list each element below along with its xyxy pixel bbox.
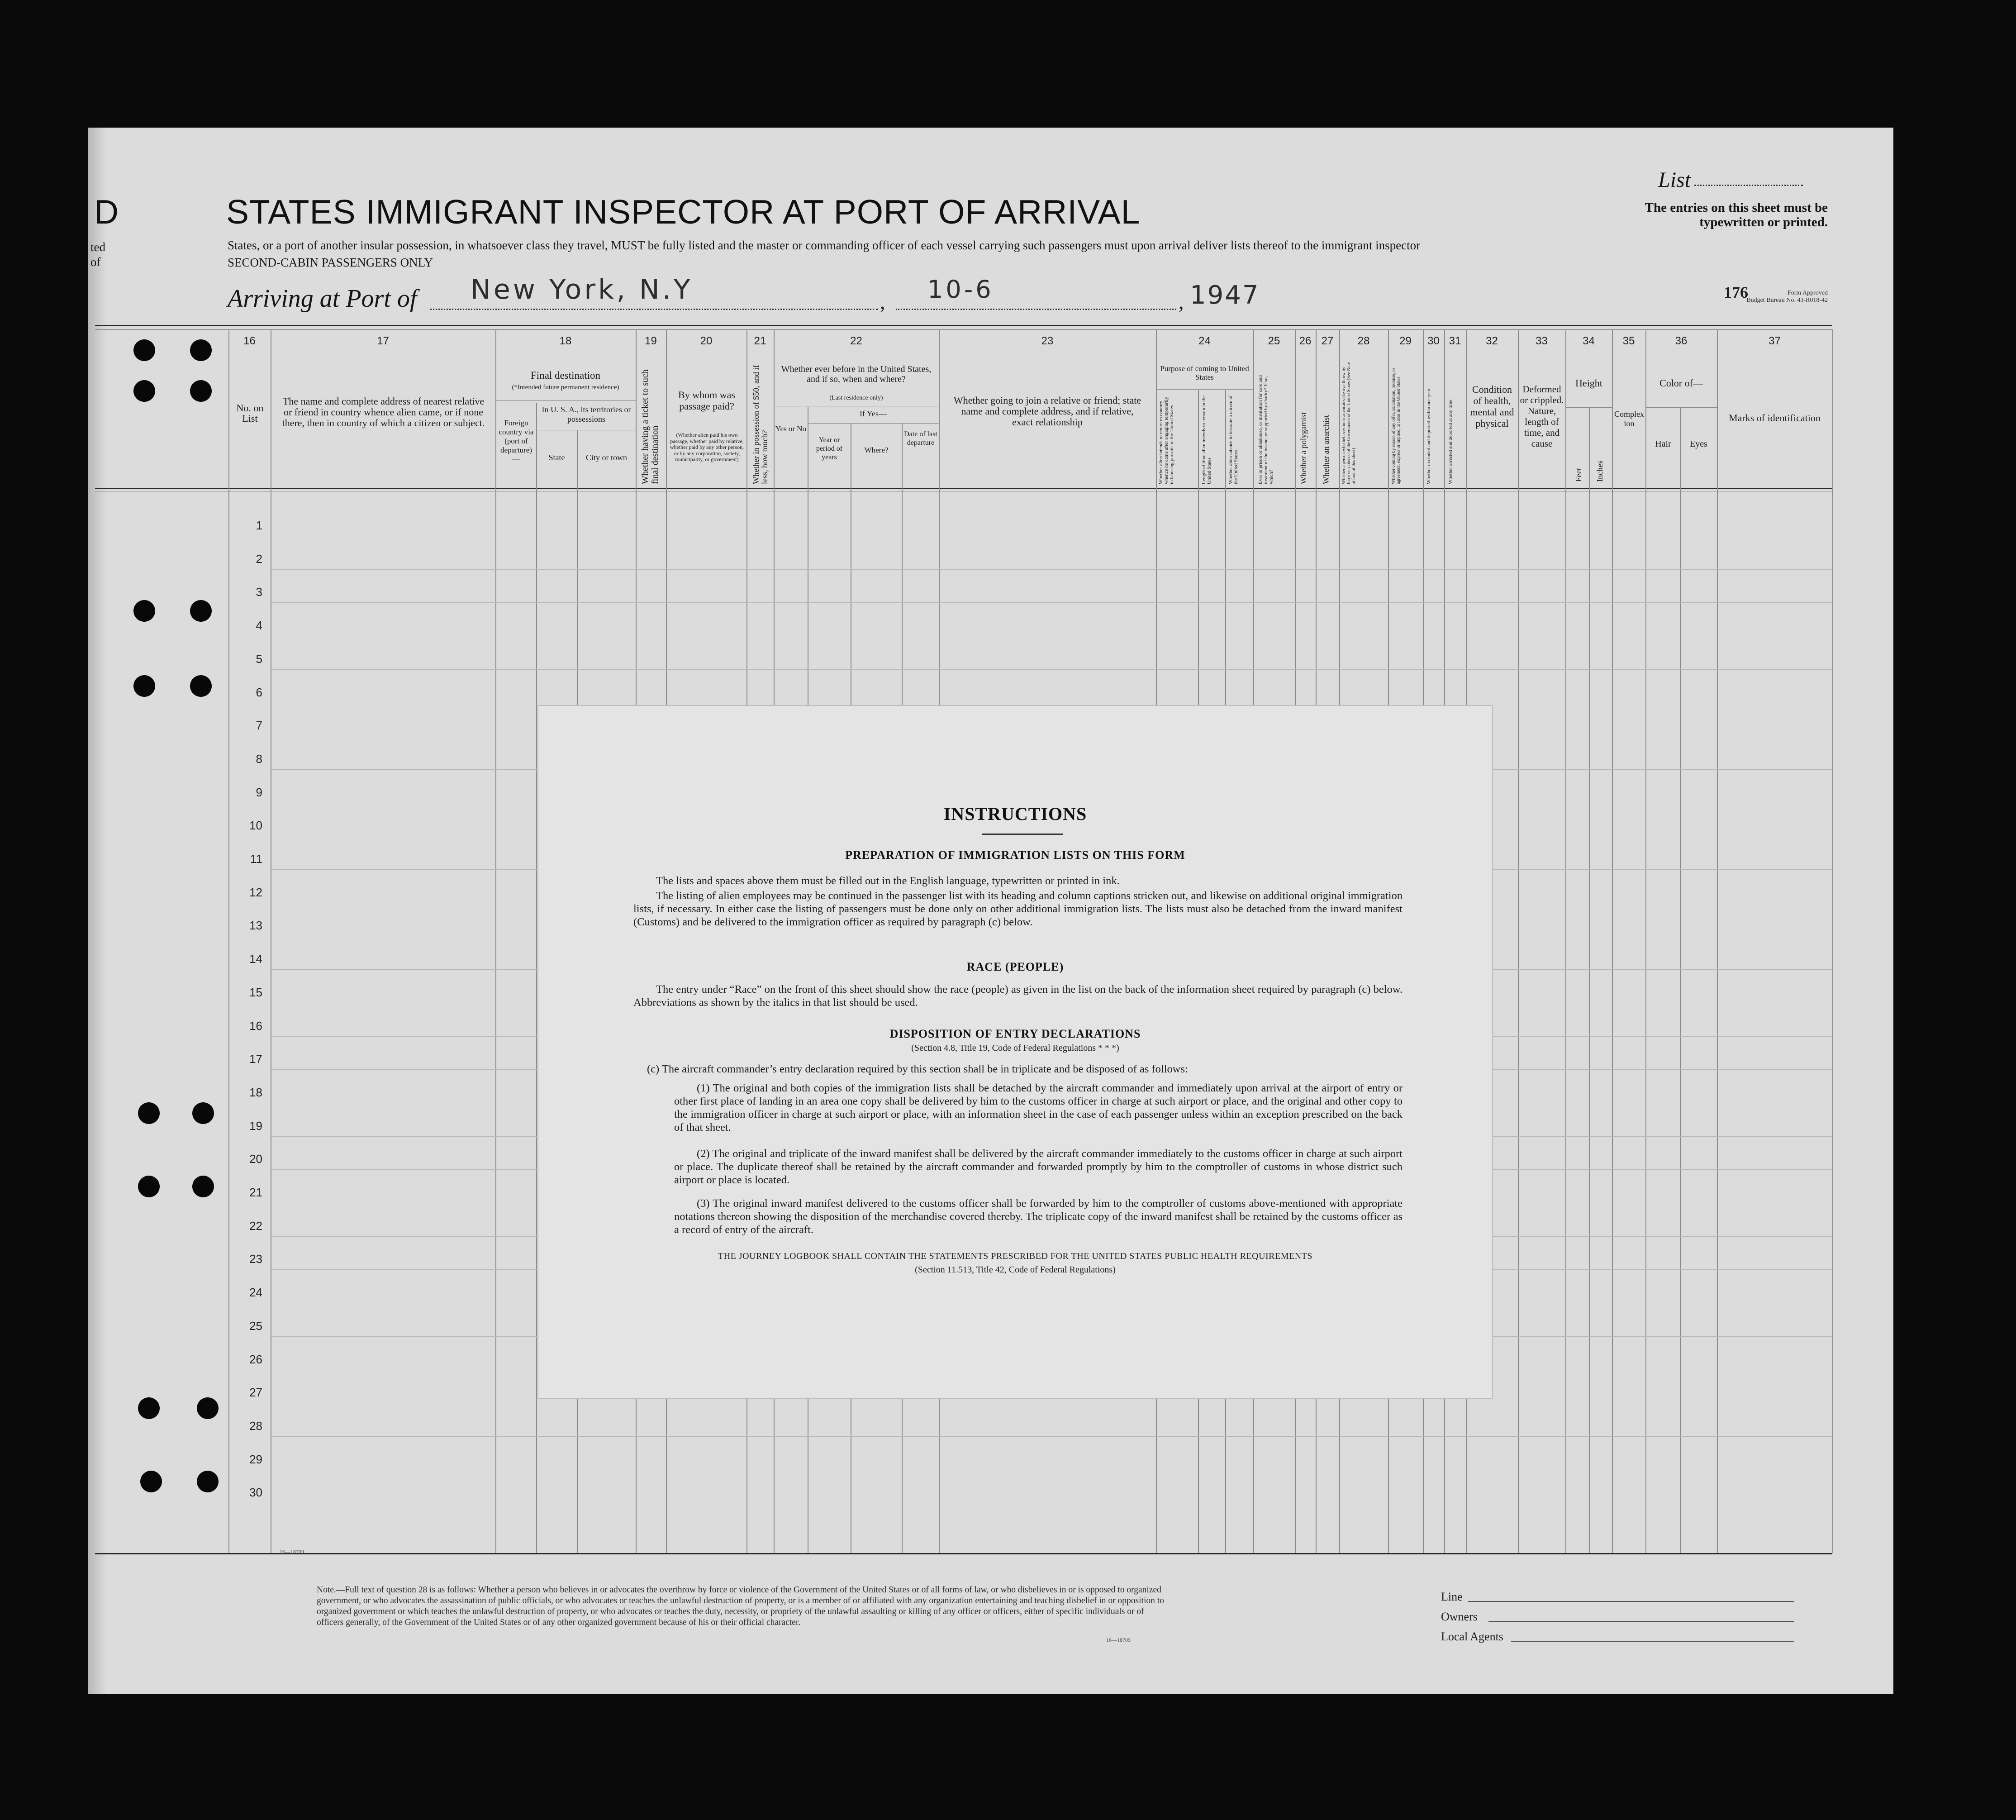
instructions-sheet (538, 706, 1492, 1398)
sheet-left-edge (88, 128, 106, 1694)
punch-hole (140, 1471, 162, 1492)
row-number: 29 (249, 1453, 262, 1466)
row-number: 28 (249, 1419, 262, 1433)
date-fill-line (896, 304, 1176, 310)
paragraph: The lists and spaces above them must be filled out in the English language, typewritten or printed in ink. (656, 875, 1120, 887)
row-number: 4 (256, 619, 262, 632)
column-header-join-relative: Whether going to join a relative or friend; state name and complete address, and if relative, exact relationship (953, 395, 1141, 428)
row-number: 30 (249, 1486, 262, 1499)
column-number: 28 (1357, 335, 1370, 347)
row-number: 27 (249, 1386, 262, 1399)
column-subheader-year: Year or period of years (816, 436, 843, 461)
row-number: 25 (249, 1319, 262, 1333)
column-number: 27 (1321, 335, 1334, 347)
fragment-line: of (90, 255, 101, 269)
row-number: 10 (249, 819, 262, 832)
list-fill-line (1694, 180, 1803, 186)
punch-hole (133, 600, 155, 622)
column-number: 35 (1622, 335, 1635, 347)
col-divider (1680, 407, 1681, 1553)
paragraph: (1) The original and both copies of the immigration lists shall be detached by the aircraft commander and immediately upon arrival at the airport of entry or other first place of landing in an area one copy shall be delivered by him to the customs officer in charge at such airport or place, and the original and other copy to the immigration officer in charge at such airport or place, with an information sheet in the case of each passenger unless within an exception prescribed on the back of that sheet. (674, 1082, 1403, 1134)
punch-hole (190, 675, 212, 697)
punch-hole (138, 1397, 160, 1419)
row-number: 16 (249, 1019, 262, 1033)
column-header-purpose: Purpose of coming to United States (1160, 364, 1249, 381)
column-number: 18 (559, 335, 572, 347)
row-number: 23 (249, 1252, 262, 1266)
column-number: 37 (1769, 335, 1781, 347)
punch-hole (197, 1471, 219, 1492)
row-number: 3 (256, 585, 262, 599)
header-sub-rule (1156, 389, 1253, 390)
row-number: 5 (256, 652, 262, 666)
row-number: 26 (249, 1353, 262, 1366)
row-number: 22 (249, 1219, 262, 1233)
row-rule (271, 569, 1832, 570)
line-fill-line (1468, 1601, 1794, 1602)
row-number: 1 (256, 519, 262, 532)
column-header-prison: Ever in prison or almshouse, or institution for care and treatment of the insane, or supported by charity? If so, which? (1258, 375, 1274, 484)
col-divider (1589, 407, 1590, 1553)
column-subheader-where: Where? (864, 446, 889, 454)
column-header-relative: The name and complete address of nearest relative or friend in country whence alien came, or if none there, then in country of which a citizen or subject. (282, 395, 485, 429)
closing-statement: THE JOURNEY LOGBOOK SHALL CONTAIN THE STATEMENTS PRESCRIBED FOR THE UNITED STATES PUBLIC HEALTH REQUIREMENTS (718, 1251, 1313, 1261)
punch-hole (190, 600, 212, 622)
punch-hole (138, 1176, 160, 1197)
row-number: 6 (256, 686, 262, 699)
row-number: 7 (256, 719, 262, 732)
column-subheader-yes-no: Yes or No (775, 424, 807, 433)
row-rule (271, 1436, 1832, 1437)
row-number: 14 (249, 952, 262, 966)
port-handwritten: New York, N.Y (471, 274, 693, 305)
column-number: 16 (243, 335, 256, 347)
row-number: 17 (249, 1052, 262, 1066)
row-number: 8 (256, 752, 262, 766)
punch-hole (138, 1102, 160, 1124)
date-handwritten: 10-6 (927, 275, 994, 304)
column-header-deformed: Deformed or crippled. Nature, length of time, and cause (1520, 384, 1564, 449)
column-header-overthrow: Whether a person who believes in or advocates the overthrow by force or violence of the Government of the United States (See Note at foot of this sheet) (1341, 362, 1356, 484)
local-agents-label: Local Agents (1441, 1630, 1503, 1643)
column-header-polygamist: Whether a polygamist (1299, 412, 1308, 484)
column-subheader-city: City or town (585, 453, 627, 462)
column-subheader-usa: In U. S. A., its territories or possessions (542, 405, 631, 424)
column-subheader-eyes: Eyes (1690, 439, 1707, 449)
fragment-line: ted (90, 240, 105, 254)
punch-hole (133, 380, 155, 402)
column-number: 26 (1299, 335, 1312, 347)
col-divider (228, 329, 229, 1553)
column-header-anarchist: Whether an anarchist (1322, 415, 1331, 484)
form-title: STATES IMMIGRANT INSPECTOR AT PORT OF ARRIVAL (226, 193, 1141, 231)
row-number: 18 (249, 1086, 262, 1099)
column-subheader-inches: Inches (1595, 461, 1604, 482)
punch-hole (190, 380, 212, 402)
section-heading-preparation: PREPARATION OF IMMIGRATION LISTS ON THIS FORM (845, 848, 1185, 862)
comma-separator: , (880, 290, 885, 313)
table-top-rule-thin (95, 329, 1832, 330)
comma-separator: , (1179, 290, 1184, 313)
column-header-note: (*Intended future permanent residence) (512, 384, 619, 391)
closing-subheading: (Section 11.513, Title 42, Code of Federal Regulations) (915, 1265, 1116, 1275)
column-subheader-citizen: Whether alien intends to become a citizen of the United States (1228, 395, 1239, 484)
column-subheader-state: State (548, 453, 565, 462)
instructions-title-rule (982, 834, 1063, 835)
row-rule (271, 602, 1832, 603)
paragraph: The entry under “Race” on the front of this sheet should show the race (people) as given in the list on the back of the information sheet required by paragraph (c) below. Abbreviations as shown by the italics in that list should be used. (633, 983, 1403, 1009)
column-subheader-if-yes: If Yes— (859, 409, 887, 418)
table-bottom-rule (95, 1553, 1832, 1554)
column-subheader-return: Whether alien intends to return to country whence he came after engaging temporarily in laboring pursuits in the United States (1158, 397, 1174, 484)
column-header-complexion: Complexion (1614, 410, 1644, 428)
column-header-note: (Last residence only) (829, 395, 883, 401)
column-number: 23 (1041, 335, 1054, 347)
typewritten-notice: The entries on this sheet must be typewritten or printed. (1645, 200, 1828, 229)
table-top-rule (95, 325, 1832, 326)
column-number: 17 (377, 335, 389, 347)
form-approved-note: Form Approved Budget Bureau No. 43-R018-42 (1746, 290, 1828, 304)
form-class-label: SECOND-CABIN PASSENGERS ONLY (228, 256, 433, 269)
punch-hole (133, 675, 155, 697)
adjacent-page-fragment-text (90, 240, 105, 270)
owners-fill-line (1488, 1621, 1794, 1622)
local-agents-fill-line (1511, 1641, 1794, 1642)
form-code: 16—18709 (280, 1548, 304, 1555)
column-subheader-length: Length of time alien intends to remain in the United States (1201, 395, 1212, 484)
column-number: 21 (754, 335, 766, 347)
column-number: 20 (700, 335, 713, 347)
column-number: 24 (1198, 335, 1211, 347)
column-header-health: Condition of health, mental and physical (1470, 384, 1514, 429)
paragraph: The listing of alien employees may be continued in the passenger list with its heading and column captions stricken out, and likewise on additional original immigration lists, if necessary. In either case the listing of passengers must be done only on other additional immigration lists. The lists must also be detached from the inward manifest (Customs) and be delivered to the immigration officer as required by paragraph (c) below. (633, 890, 1403, 928)
row-number: 12 (249, 886, 262, 899)
column-number: 31 (1449, 335, 1461, 347)
punch-hole (133, 339, 155, 361)
column-number: 32 (1486, 335, 1498, 347)
header-sub-rule (808, 423, 939, 424)
column-number: 33 (1536, 335, 1548, 347)
adjacent-page-fragment-title: D (94, 193, 119, 231)
paragraph: (c) The aircraft commander’s entry declaration required by this section shall be in triplicate and be disposed of as follows: (647, 1063, 1188, 1075)
section-subheading: (Section 4.8, Title 19, Code of Federal Regulations * * *) (911, 1043, 1119, 1053)
column-number: 36 (1675, 335, 1688, 347)
sheet-number: 176 (1724, 283, 1748, 301)
column-subheader-feet: Feet (1574, 468, 1583, 482)
punch-hole (190, 339, 212, 361)
column-header-final-destination: Final destination (531, 370, 600, 381)
owners-label: Owners (1441, 1610, 1478, 1623)
row-number: 13 (249, 919, 262, 932)
column-number: 22 (850, 335, 862, 347)
column-header-marks: Marks of identification (1729, 412, 1821, 424)
row-number: 9 (256, 786, 262, 799)
column-number: 34 (1583, 335, 1595, 347)
instructions-title: INSTRUCTIONS (943, 804, 1087, 824)
form-code: 16—18709 (1106, 1637, 1131, 1643)
row-rule (271, 669, 1832, 670)
section-heading-disposition: DISPOSITION OF ENTRY DECLARATIONS (889, 1027, 1141, 1040)
column-number: 29 (1399, 335, 1412, 347)
paragraph: (3) The original inward manifest delivered to the customs officer shall be forwarded by him to the comptroller of customs above-mentioned with appropriate notations thereon showing the disposition of the merchandise covered thereby. The triplicate copy of the inward manifest shall be retained by the customs officer as a record of entry of the aircraft. (674, 1197, 1403, 1236)
column-number: 19 (645, 335, 657, 347)
col-divider (536, 403, 537, 1553)
column-header-fifty-dollars: Whether in possession of $50, and if less, how much? (751, 365, 769, 484)
year-handwritten: 1947 (1190, 281, 1260, 310)
column-header-excluded: Whether excluded and deported within one year (1426, 388, 1431, 484)
list-label: List (1658, 168, 1691, 192)
column-header-height: Height (1575, 377, 1602, 389)
footnote-question-28: Note.—Full text of question 28 is as follows: Whether a person who believes in or advocates the overthrow by force or violence of the Government of the United States or of all forms of law, or who disbelieves in or is opposed to organized government, or who advocates the assassination of public officials, or who advocates or teaches the unlawful destruction of property, or is a member of or affiliated with any organization entertaining and teaching disbelief in or opposition to organized government or which teaches the unlawful destruction of property, or who advocates or teaches the duty, necessity, or propriety of the unlawful assaulting or killing of any officer or officers, either of specific individuals or of officers generally, of the Government of the United States or of any other organized government because of his or their official character. (317, 1585, 1164, 1627)
column-header-arrested: Whether arrested and deported at any time (1448, 400, 1453, 484)
column-subheader-date: Date of last departure (904, 430, 937, 447)
row-number: 2 (256, 552, 262, 566)
punch-hole (192, 1102, 214, 1124)
column-header-note: (Whether alien paid his own passage, whether paid by relative, whether paid by any other person, or by any corporation, society, municipality, or government) (670, 432, 744, 462)
row-number: 15 (249, 986, 262, 999)
column-number: 30 (1427, 335, 1440, 347)
row-number: 24 (249, 1286, 262, 1299)
column-header-ever-before: Whether ever before in the United States, and if so, when and where? (781, 364, 932, 384)
row-number: 21 (249, 1186, 262, 1199)
column-subheader-foreign-country: Foreign country via (port of departure)— (499, 419, 534, 463)
table-header-rule (95, 488, 1832, 489)
arriving-port-label: Arriving at Port of (228, 285, 417, 313)
column-header-no-on-list: No. on List (236, 402, 264, 424)
column-header-passage-paid: By whom was passage paid? (678, 389, 735, 412)
paragraph: (2) The original and triplicate of the inward manifest shall be delivered by the aircraft commander immediately to the customs officer in charge at such airport or place. The duplicate thereof shall be retained by the aircraft commander and forwarded promptly by him to the comptroller of customs in whose district such airport or place is located. (674, 1148, 1403, 1186)
row-number: 11 (250, 852, 262, 866)
col-divider (1832, 329, 1833, 1553)
header-sub-rule (495, 400, 636, 401)
punch-hole (197, 1397, 219, 1419)
header-sub-rule (1645, 407, 1717, 408)
row-number: 20 (249, 1152, 262, 1166)
column-number: 25 (1268, 335, 1280, 347)
row-number: 19 (249, 1119, 262, 1133)
column-header-labor-offer: Whether coming by reason of any offer, solicitation, promise, or agreement, express or implied, to labor in the United States (1391, 367, 1401, 484)
section-heading-race: RACE (PEOPLE) (966, 960, 1064, 973)
punch-hole (192, 1176, 214, 1197)
form-subtitle: States, or a port of another insular possession, in whatsoever class they travel, MUST be fully listed and the master or commanding officer of each vessel carrying such passengers must upon arrival deliver lists thereof to the immigrant inspector (228, 238, 1421, 252)
header-sub-rule (1565, 407, 1612, 408)
line-label: Line (1441, 1590, 1463, 1603)
column-header-ticket: Whether having a ticket to such final destination (640, 369, 660, 484)
column-subheader-hair: Hair (1655, 439, 1671, 449)
column-header-color: Color of— (1659, 377, 1703, 389)
